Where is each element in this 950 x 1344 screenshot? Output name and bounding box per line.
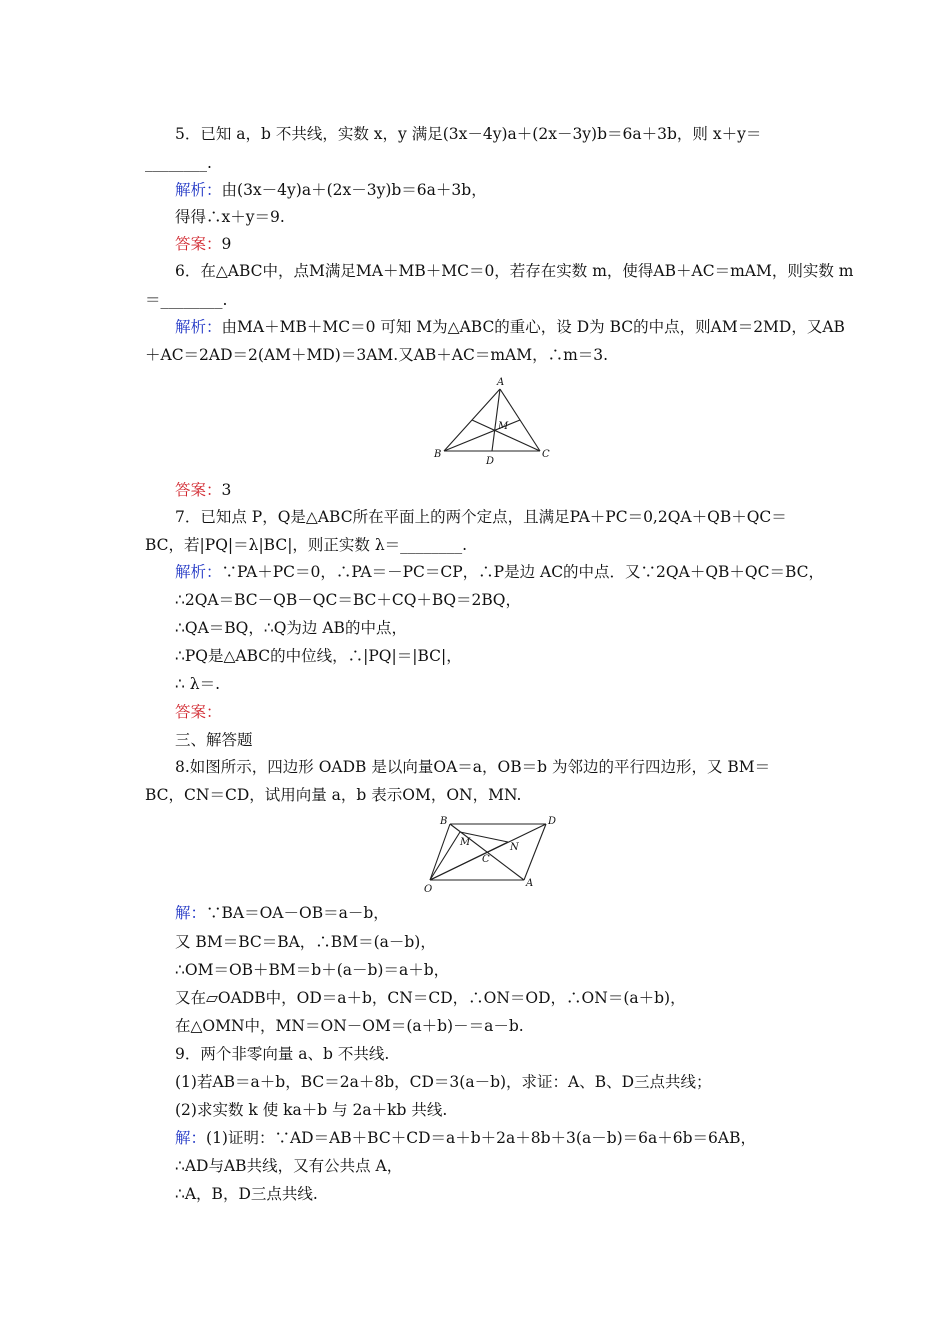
side-da [524, 824, 546, 880]
label-b: B [434, 449, 442, 460]
solution-label: 解析： [175, 318, 222, 336]
solution-label: 解析： [175, 563, 222, 581]
label-d: D [548, 816, 557, 827]
q6-stem-line1: 6．在△ABC中，点M满足MA＋MB＋MC＝0，若存在实数 m，使得AB＋AC＝mAM，则实数 m [175, 262, 854, 280]
q8-solution-line5: 在△OMN中，MN＝ON－OM＝(a＋b)－＝a－b. [175, 1017, 524, 1035]
median-ad [492, 389, 500, 451]
label-m: M [460, 837, 471, 848]
solution-label: 解： [175, 904, 207, 922]
label-d: D [486, 456, 495, 467]
q7-stem-line2: BC，若|PQ|＝λ|BC|，则正实数 λ＝________. [145, 536, 468, 554]
q7-solution-text1: ∵PA＋PC＝0，∴PA＝－PC＝CP，∴P是边 AC的中点．又∵2QA＋QB＋QC＝BC， [221, 563, 825, 581]
parallelogram-figure [420, 812, 570, 894]
q9-stem-line2: (1)若AB＝a＋b，BC＝2a＋8b，CD＝3(a－b)，求证：A、B、D三点共线； [175, 1073, 712, 1091]
q6-answer-line [175, 480, 231, 500]
q9-stem-line3: (2)求实数 k 使 ka＋b 与 2a＋kb 共线. [175, 1101, 448, 1119]
q9-solution-line3: ∴A，B，D三点共线. [175, 1185, 318, 1203]
q5-solution-text1: 由(3x－4y)a＋(2x－3y)b＝6a＋3b， [221, 181, 487, 199]
q6-answer: 3 [221, 481, 232, 499]
label-n: N [510, 842, 519, 853]
q7-stem-line1: 7．已知点 P，Q是△ABC所在平面上的两个定点，且满足PA＋PC＝0,2QA＋QB＋QC＝ [175, 508, 787, 526]
q5-answer-line [175, 234, 231, 254]
q7-solution-line5: ∴ λ＝. [175, 675, 221, 693]
q8-solution-line2: 又 BM＝BC＝BA，∴BM＝(a－b)， [175, 933, 436, 951]
label-c: C [542, 449, 550, 460]
section-heading: 三、解答题 [175, 731, 253, 749]
q8-solution-line4: 又在▱OADB中，OD＝a＋b，CN＝CD，∴ON＝OD，∴ON＝(a＋b)， [175, 989, 686, 1007]
q9-solution-text1: (1)证明：∵AD＝AB＋BC＋CD＝a＋b＋2a＋8b＋3(a－b)＝6a＋6b＝6AB， [206, 1129, 757, 1147]
q8-solution-line1 [175, 903, 389, 923]
answer-label: 答案： [175, 481, 222, 499]
q6-solution-text1: 由MA＋MB＋MC＝0 可知 M为△ABC的重心，设 D为 BC的中点，则AM＝2MD，又AB [221, 318, 845, 336]
q9-stem-line1: 9．两个非零向量 a、b 不共线. [175, 1045, 390, 1063]
q9-solution-line1 [175, 1128, 756, 1148]
solution-label: 解析： [175, 181, 222, 199]
q6-solution-line1 [175, 317, 845, 337]
q7-solution-line1 [175, 562, 824, 582]
q5-solution-line2: 得得∴x＋y＝9. [175, 208, 285, 226]
q8-stem-line2: BC，CN＝CD，试用向量 a，b 表示OM，ON，MN. [145, 786, 522, 804]
q5-solution-line1 [175, 180, 487, 200]
label-o: O [424, 884, 433, 894]
label-m: M [498, 421, 509, 432]
q7-solution-line2: ∴2QA＝BC－QB－QC＝BC＋CQ＋BQ＝2BQ， [175, 591, 521, 609]
solution-label: 解： [175, 1129, 207, 1147]
q5-answer: 9 [221, 235, 232, 253]
q7-solution-line4: ∴PQ是△ABC的中位线，∴|PQ|＝|BC|， [175, 647, 462, 665]
q9-solution-line2: ∴AD与AB共线，又有公共点 A， [175, 1157, 403, 1175]
answer-label: 答案： [175, 235, 222, 253]
q7-answer-label: 答案： [175, 703, 222, 721]
triangle-figure [430, 375, 560, 470]
q8-stem-line1: 8.如图所示，四边形 OADB 是以向量OA＝a，OB＝b 为邻边的平行四边形，又 BM＝ [175, 758, 771, 776]
label-a: A [526, 878, 534, 889]
q5-stem-line1: 5．已知 a，b 不共线，实数 x，y 满足(3x－4y)a＋(2x－3y)b＝6a＋3b，则 x＋y＝ [175, 125, 762, 143]
q8-solution-line3: ∴OM＝OB＋BM＝b＋(a－b)＝a＋b， [175, 961, 450, 979]
label-a: A [497, 377, 505, 388]
q6-stem-line2: ＝________. [145, 291, 228, 309]
q6-solution-line2: ＋AC＝2AD＝2(AM＋MD)＝3AM.又AB＋AC＝mAM，∴m＝3. [145, 346, 609, 364]
label-c: C [482, 854, 490, 865]
q8-solution-text1: ∵BA＝OA－OB＝a－b， [206, 904, 389, 922]
q7-solution-line3: ∴QA＝BQ，∴Q为边 AB的中点， [175, 619, 407, 637]
q5-stem-line2: ________. [145, 154, 212, 172]
label-b: B [440, 816, 448, 827]
